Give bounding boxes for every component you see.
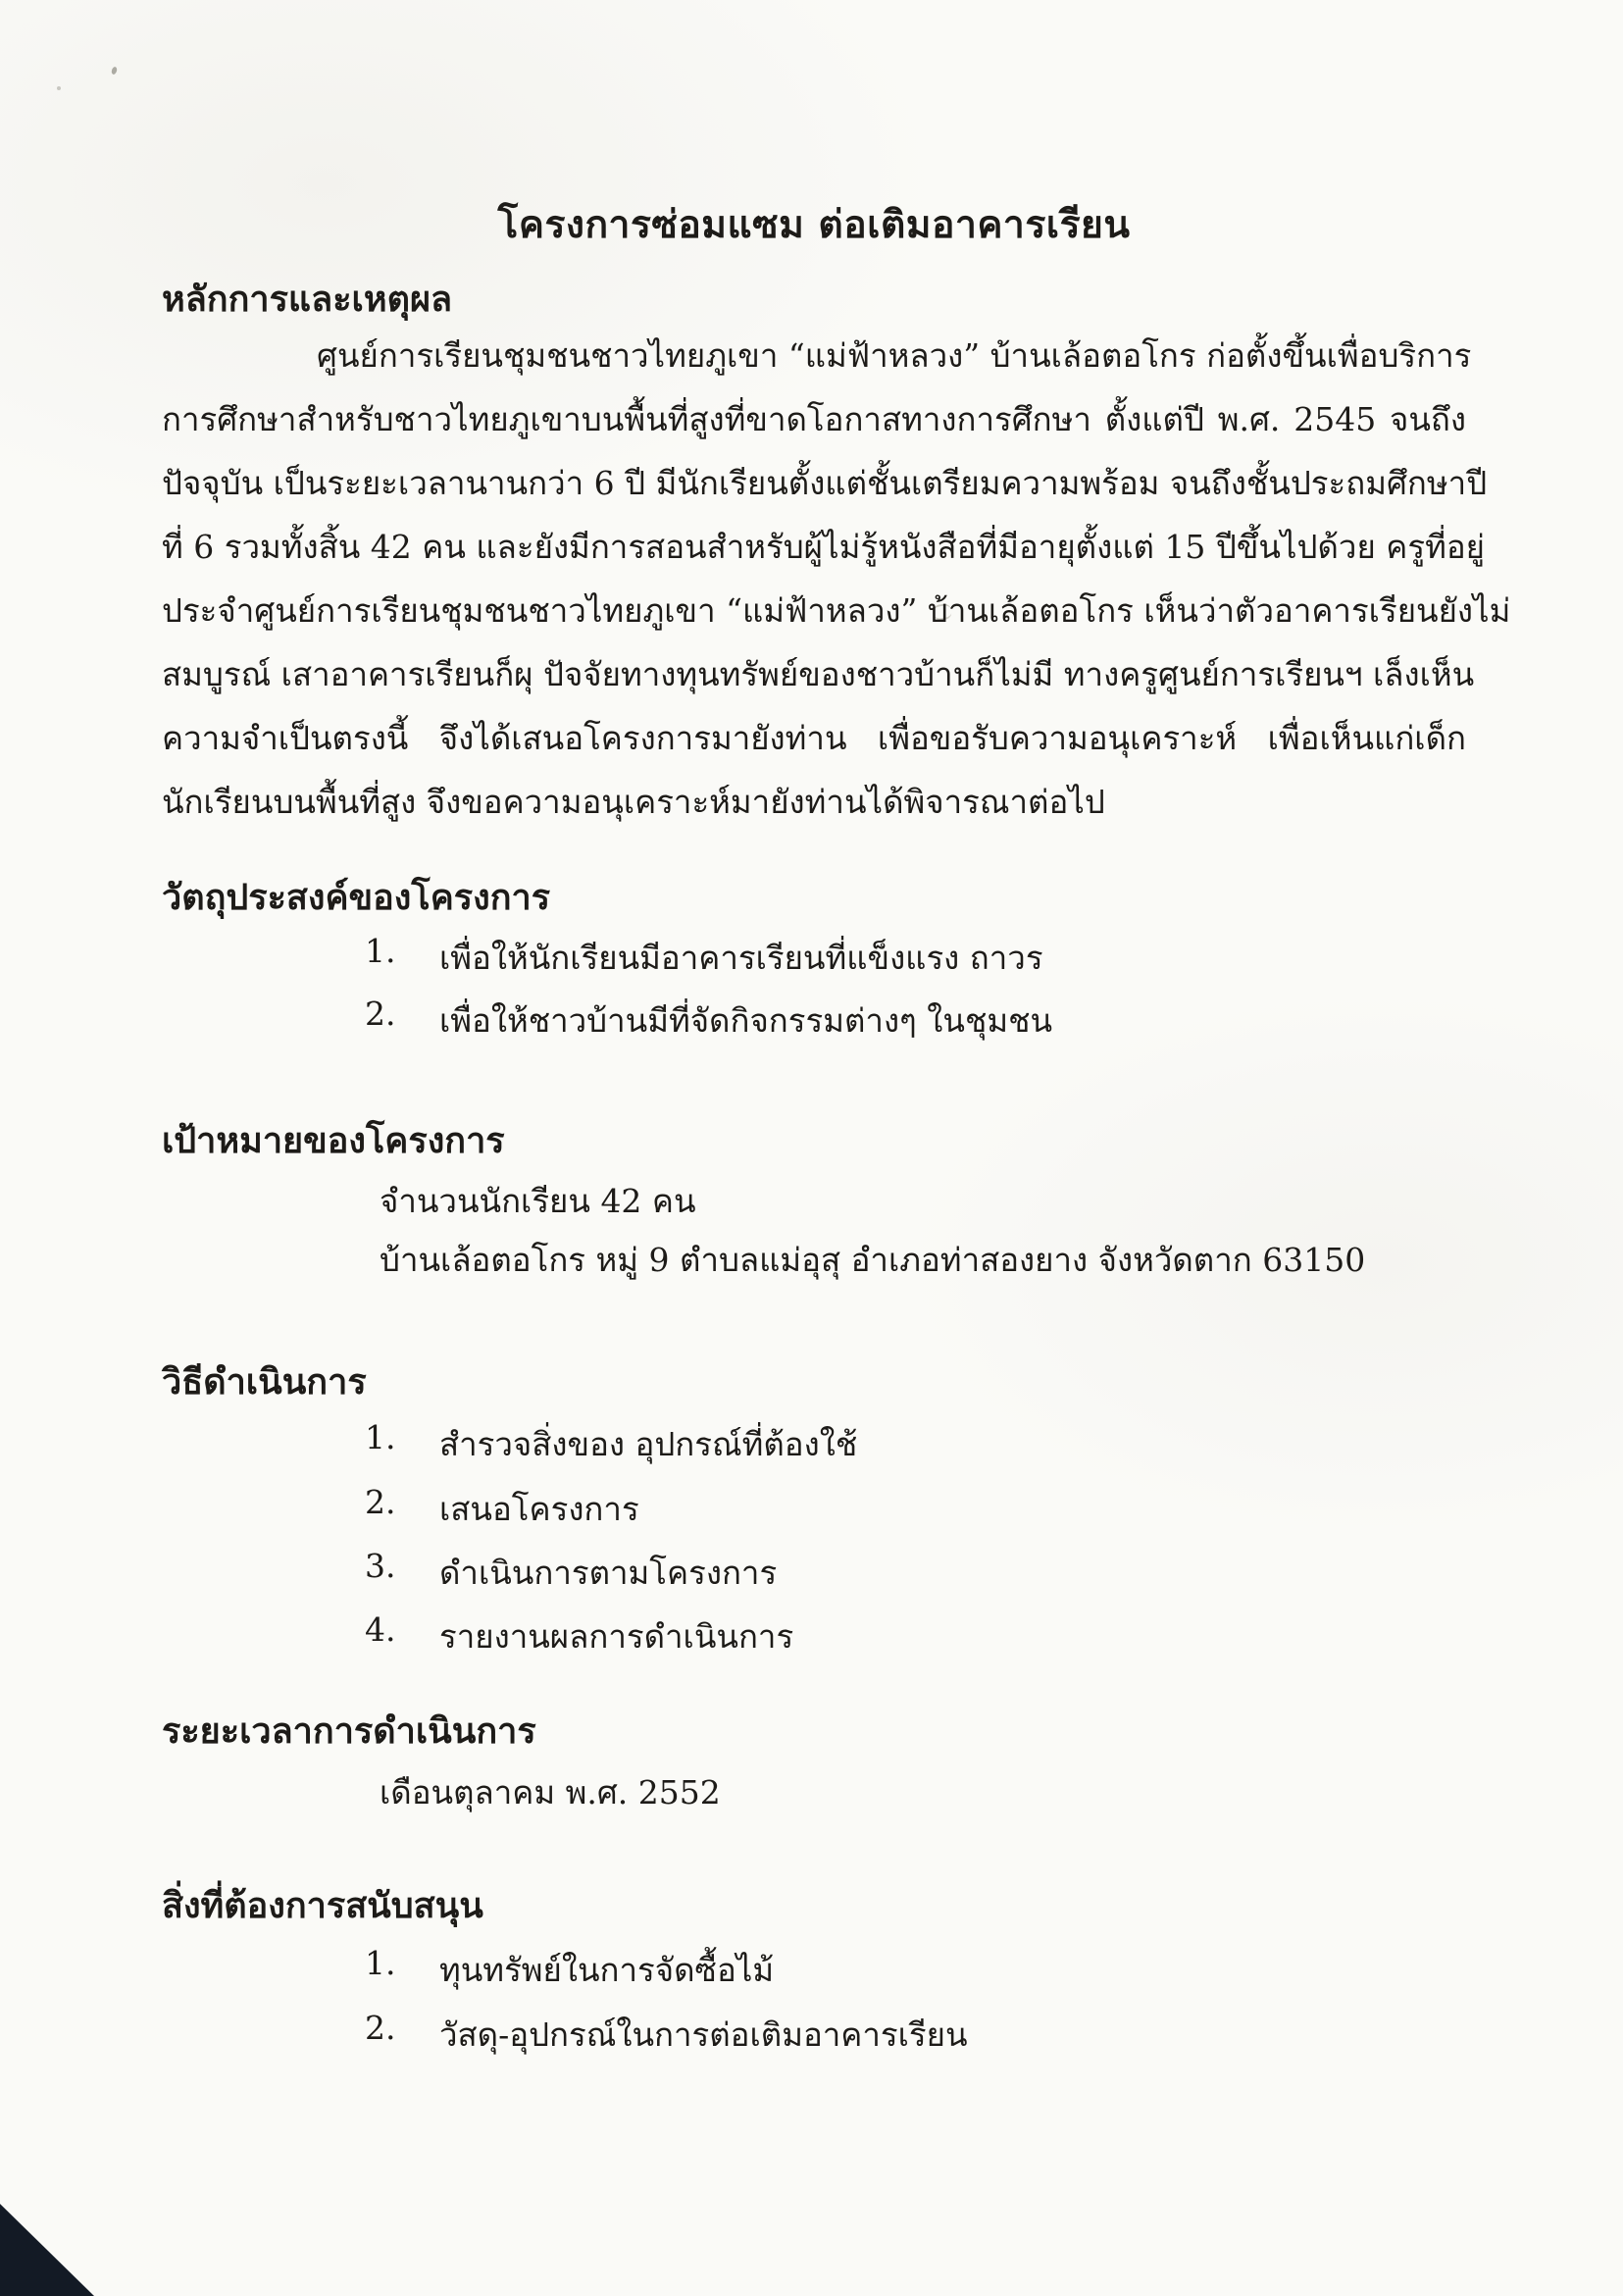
paragraph-line: นักเรียนบนพื้นที่สูง จึงขอความอนุเคราะห์มายังท่านได้พิจารณาต่อไป xyxy=(162,783,1105,821)
document-title: โครงการซ่อมแซม ต่อเติมอาคารเรียน xyxy=(497,202,1131,247)
paragraph-line: ประจำศูนย์การเรียนชุมชนชาวไทยภูเขา “แม่ฟ้าหลวง” บ้านเล้อตอโกร เห็นว่าตัวอาคารเรียนยังไม่ xyxy=(162,591,1511,630)
section-heading-method: วิธีดำเนินการ xyxy=(162,1361,367,1403)
objective-item xyxy=(365,932,1043,984)
method-item xyxy=(365,1610,793,1662)
section-heading-duration: ระยะเวลาการดำเนินการ xyxy=(162,1710,536,1752)
method-item xyxy=(365,1483,639,1535)
list-item-number: 1. xyxy=(365,932,396,970)
support-item xyxy=(365,1944,774,1996)
method-item xyxy=(365,1418,857,1470)
support-item xyxy=(365,2009,968,2061)
list-item-text: สำรวจสิ่งของ อุปกรณ์ที่ต้องใช้ xyxy=(439,1425,858,1463)
corner-scan-shadow xyxy=(0,2204,94,2296)
paragraph-line: ศูนย์การเรียนชุมชนชาวไทยภูเขา “แม่ฟ้าหลวง” บ้านเล้อตอโกร ก่อตั้งขึ้นเพื่อบริการ xyxy=(317,336,1472,375)
list-item-text: วัสดุ-อุปกรณ์ในการต่อเติมอาคารเรียน xyxy=(439,2015,968,2054)
list-item-text: เพื่อให้ชาวบ้านมีที่จัดกิจกรรมต่างๆ ในชุมชน xyxy=(439,1001,1053,1040)
section-heading-goals: เป้าหมายของโครงการ xyxy=(162,1120,505,1161)
ink-speck xyxy=(111,66,118,75)
list-item-number: 2. xyxy=(365,995,396,1033)
ink-speck xyxy=(57,86,61,90)
method-item xyxy=(365,1547,777,1599)
objective-item xyxy=(365,995,1052,1046)
list-item-text: ดำเนินการตามโครงการ xyxy=(439,1554,778,1592)
list-item-text: เพื่อให้นักเรียนมีอาคารเรียนที่แข็งแรง ถาวร xyxy=(439,939,1043,977)
duration-line: เดือนตุลาคม พ.ศ. 2552 xyxy=(380,1773,721,1811)
paragraph-line: ความจำเป็นตรงนี้ จึงได้เสนอโครงการมายังท่าน เพื่อขอรับความอนุเคราะห์ เพื่อเห็นแก่เด็ก xyxy=(162,719,1466,757)
list-item-text: เสนอโครงการ xyxy=(439,1490,639,1528)
paragraph-line: ปัจจุบัน เป็นระยะเวลานานกว่า 6 ปี มีนักเรียนตั้งแต่ชั้นเตรียมความพร้อม จนถึงชั้นประถมศึกษาปี xyxy=(162,464,1488,502)
goal-line: บ้านเล้อตอโกร หมู่ 9 ตำบลแม่อุสุ อำเภอท่าสองยาง จังหวัดตาก 63150 xyxy=(380,1241,1366,1279)
list-item-text: ทุนทรัพย์ในการจัดซื้อไม้ xyxy=(439,1951,775,1989)
paragraph-line: การศึกษาสำหรับชาวไทยภูเขาบนพื้นที่สูงที่ขาดโอกาสทางการศึกษา ตั้งแต่ปี พ.ศ. 2545 จนถึง xyxy=(162,400,1466,438)
list-item-text: รายงานผลการดำเนินการ xyxy=(439,1617,794,1656)
list-item-number: 4. xyxy=(365,1610,396,1649)
list-item-number: 1. xyxy=(365,1418,396,1456)
list-item-number: 2. xyxy=(365,2009,396,2047)
principle-paragraph xyxy=(162,324,1511,834)
goal-line: จำนวนนักเรียน 42 คน xyxy=(380,1182,696,1220)
list-item-number: 3. xyxy=(365,1547,396,1585)
list-item-number: 2. xyxy=(365,1483,396,1521)
section-heading-support: สิ่งที่ต้องการสนับสนุน xyxy=(162,1885,483,1926)
list-item-number: 1. xyxy=(365,1944,396,1982)
paragraph-line: สมบูรณ์ เสาอาคารเรียนก็ผุ ปัจจัยทางทุนทรัพย์ของชาวบ้านก็ไม่มี ทางครูศูนย์การเรียนฯ เล็งเห็น xyxy=(162,655,1475,693)
section-heading-principle: หลักการและเหตุผล xyxy=(162,279,453,320)
section-heading-objectives: วัตถุประสงค์ของโครงการ xyxy=(162,877,551,918)
paragraph-line: ที่ 6 รวมทั้งสิ้น 42 คน และยังมีการสอนสำหรับผู้ไม่รู้หนังสือที่มีอายุตั้งแต่ 15 ปีขึ้นไปด้วย ครูที่อยู่ xyxy=(162,528,1485,566)
